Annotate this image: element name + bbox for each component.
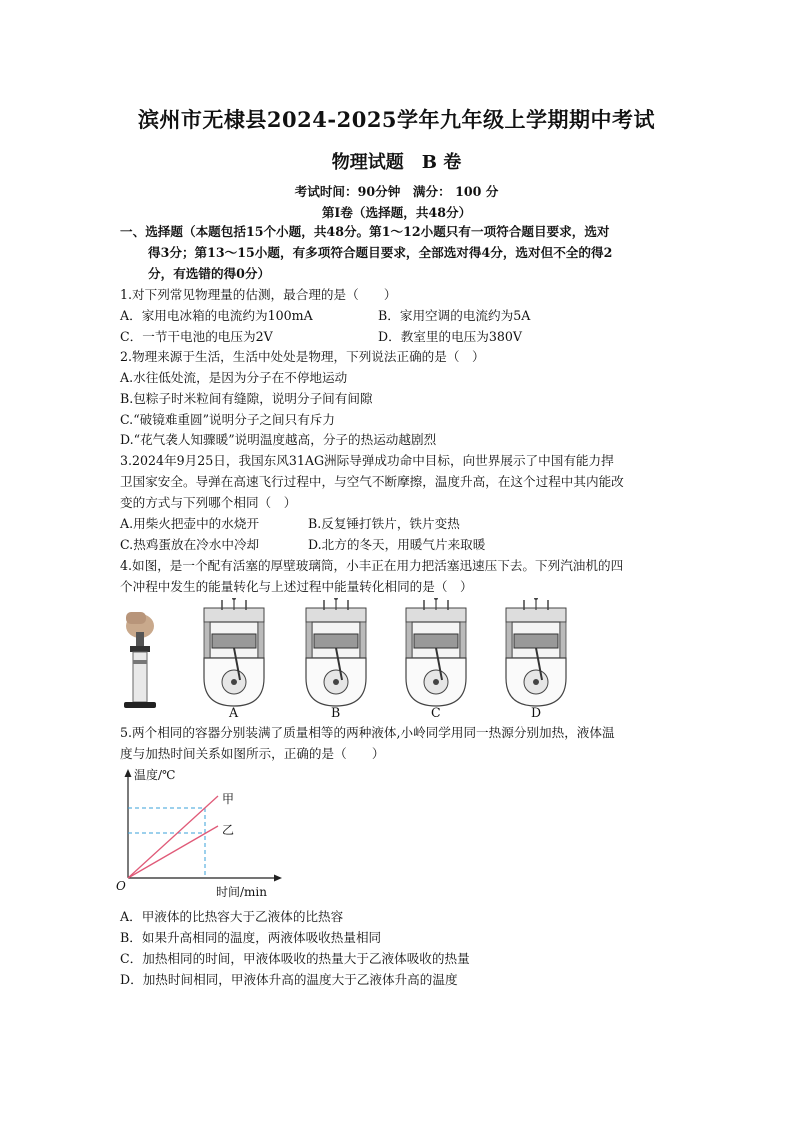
temperature-time-graph	[112, 766, 292, 902]
engine-label-c: C	[431, 705, 441, 720]
q3-option-b: B.反复锤打铁片，铁片变热	[308, 516, 460, 531]
q4-stem-line2: 个冲程中发生的能量转化与上述过程中能量转化相同的是（ ）	[120, 579, 473, 594]
q5-stem-line2: 度与加热时间关系如图所示，正确的是（ ）	[120, 746, 385, 761]
series-yi-label: 乙	[222, 823, 235, 837]
section-heading-line2: 得3分；第13～15小题，有多项符合题目要求，全部选对得4分，选对但不全的得2	[148, 245, 613, 260]
y-axis-label: 温度/℃	[134, 768, 176, 782]
x-axis-arrow-icon	[274, 875, 282, 882]
section-heading-line1: 一、选择题（本题包括15个小题，共48分。第1～12小题只有一项符合题目要求，选对	[120, 224, 610, 239]
section-heading-line3: 分，有选错的得0分）	[148, 266, 271, 281]
part-title: 第Ⅰ卷（选择题，共48分）	[321, 205, 472, 220]
q2-option-a: A.水往低处流，是因为分子在不停地运动	[120, 370, 348, 385]
x-axis-label: 时间/min	[216, 885, 267, 899]
engine-diagram-c	[406, 598, 466, 706]
q4-figure	[120, 598, 680, 723]
q3-stem-line3: 变的方式与下列哪个相同（ ）	[120, 495, 297, 510]
q5-option-d: D．加热时间相同，甲液体升高的温度大于乙液体升高的温度	[120, 972, 458, 987]
piston-tube-photo	[124, 612, 156, 708]
q1-option-a: A．家用电冰箱的电流约为100mA	[120, 308, 313, 323]
exam-info: 考试时间：90分钟 满分： 100 分	[294, 184, 499, 199]
exam-title: 滨州市无棣县2024-2025学年九年级上学期期中考试	[137, 107, 656, 132]
q5-option-c: C．加热相同的时间，甲液体吸收的热量大于乙液体吸收的热量	[120, 951, 470, 966]
engine-diagram-d	[506, 598, 566, 706]
q5-option-a: A．甲液体的比热容大于乙液体的比热容	[120, 909, 344, 924]
q2-option-c: C.“破镜难重圆”说明分子之间只有斥力	[120, 412, 335, 427]
engine-label-b: B	[331, 705, 341, 720]
exam-subtitle: 物理试题 B 卷	[331, 152, 462, 173]
q3-stem-line1: 3.2024年9月25日，我国东风31AG洲际导弹成功命中目标，向世界展示了中国有能力捍	[120, 453, 614, 468]
q2-option-d: D.“花气袭人知骤暖”说明温度越高，分子的热运动越剧烈	[120, 432, 437, 447]
q3-option-a: A.用柴火把壶中的水烧开	[120, 516, 260, 531]
q5-option-b: B．如果升高相同的温度，两液体吸收热量相同	[120, 930, 382, 945]
q1-stem: 1.对下列常见物理量的估测，最合理的是（ ）	[120, 287, 397, 302]
q5-stem-line1: 5.两个相同的容器分别装满了质量相等的两种液体,小岭同学用同一热源分别加热，液体温	[120, 725, 615, 740]
q1-option-b: B．家用空调的电流约为5A	[378, 308, 531, 323]
q3-stem-line2: 卫国家安全。导弹在高速飞行过程中，与空气不断摩擦，温度升高，在这个过程中其内能改	[120, 474, 624, 489]
engine-label-d: D	[531, 705, 542, 720]
engine-diagram-a	[204, 598, 264, 706]
engine-label-a: A	[229, 705, 239, 720]
graph-svg	[112, 766, 292, 902]
q2-option-b: B.包粽子时米粒间有缝隙，说明分子间有间隙	[120, 391, 373, 406]
q1-option-d: D．教室里的电压为380V	[378, 329, 522, 344]
q3-option-c: C.热鸡蛋放在冷水中冷却	[120, 537, 260, 552]
y-axis-arrow-icon	[125, 769, 132, 777]
origin-label: O	[116, 879, 126, 893]
q4-stem-line1: 4.如图，是一个配有活塞的厚壁玻璃筒，小丰正在用力把活塞迅速压下去。下列汽油机的四	[120, 558, 624, 573]
series-jia-label: 甲	[222, 792, 235, 806]
q2-stem: 2.物理来源于生活，生活中处处是物理，下列说法正确的是（ ）	[120, 349, 485, 364]
engine-diagram-b	[306, 598, 366, 706]
q1-option-c: C．一节干电池的电压为2V	[120, 329, 273, 344]
q4-figure-svg	[120, 598, 680, 723]
q3-option-d: D.北方的冬天，用暖气片来取暖	[308, 537, 486, 552]
